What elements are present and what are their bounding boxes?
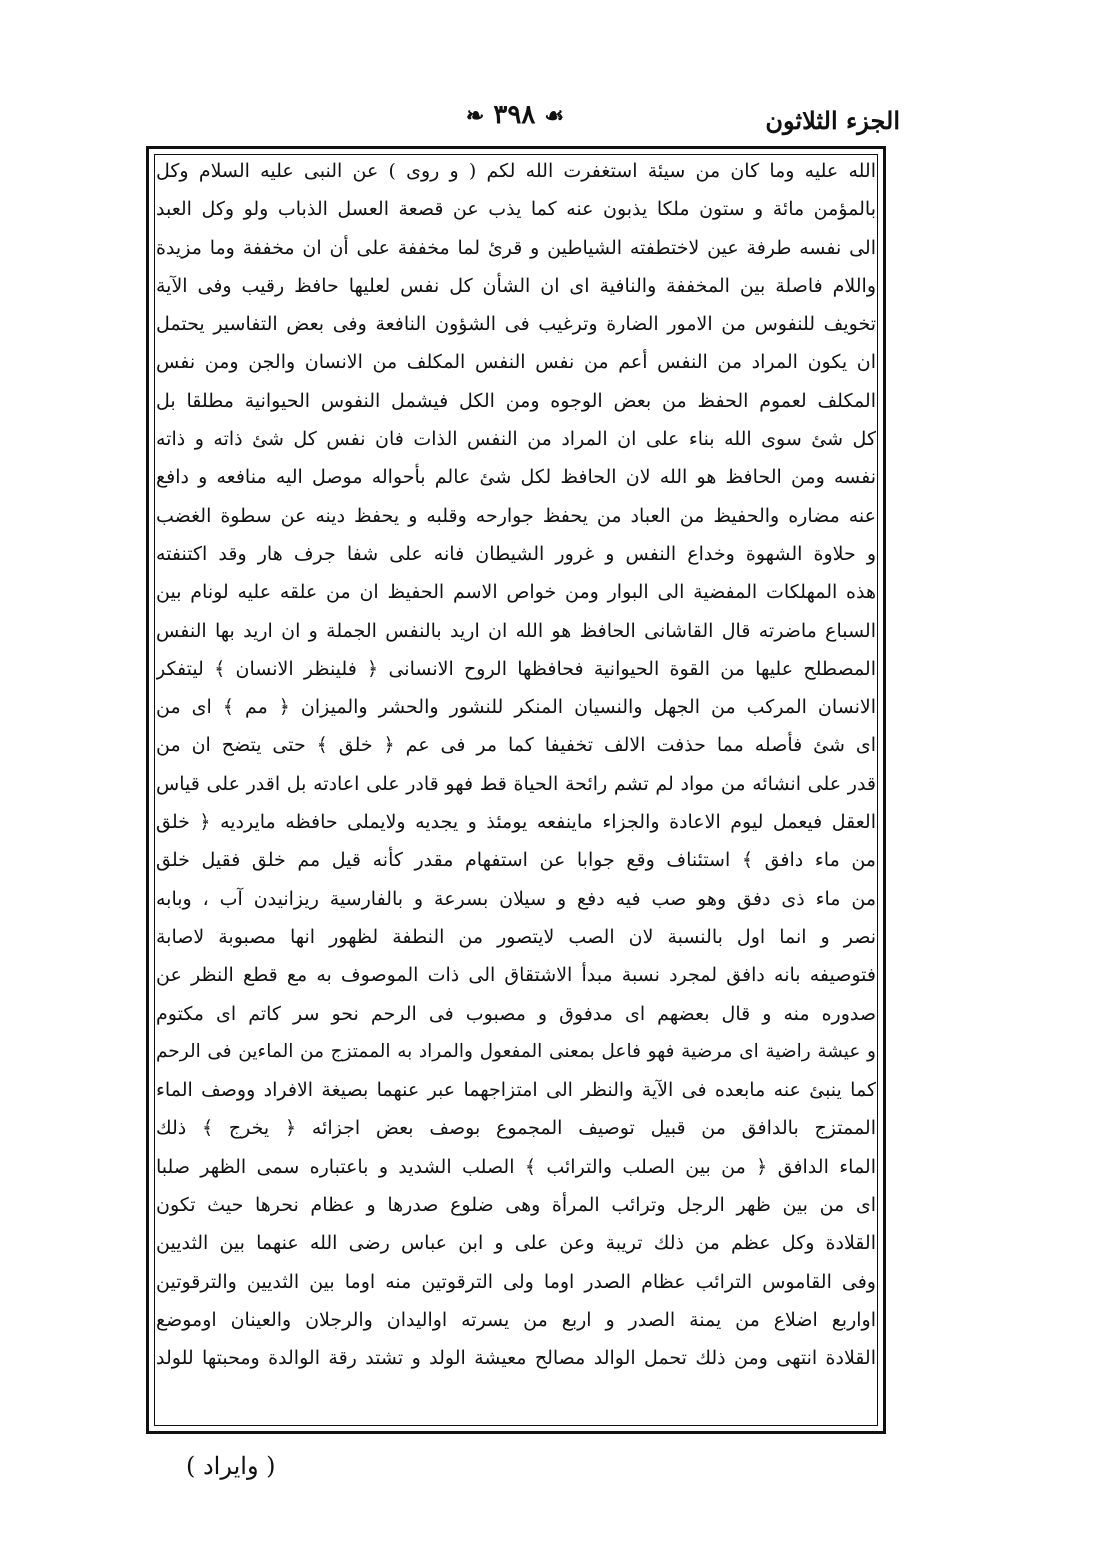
body-line: الله عليه وما كان من سيئة استغفرت الله لكم ( و روى ) عن النبى عليه السلام وكل bbox=[156, 160, 876, 182]
catchword: ( وايراد ) bbox=[186, 1452, 276, 1480]
body-line: بالمؤمن مائة و ستون ملكا يذبون عنه كما يذب عن قصعة العسل الذباب ولو وكل العبد bbox=[156, 198, 876, 221]
body-line: واللام فاصلة بين المخففة والنافية اى ان الشأن كل نفس لعليها حافظ رقيب وفى الآية bbox=[156, 274, 876, 297]
body-line: قدر على انشائه من مواد لم تشم رائحة الحياة قط فهو قادر على اعادته بل اقدر على قياس bbox=[156, 772, 876, 795]
body-line: اواربع اضلاع من يمنة الصدر و اربع من يسرته اواليدان والرجلان والعينان اوموضع bbox=[156, 1308, 876, 1331]
body-line: الى نفسه طرفة عين لاختطفته الشياطين و قرئ لما مخففة على أن ان مخففة وما مزيدة bbox=[156, 236, 876, 259]
body-line: المكلف لعموم الحفظ من بعض الوجوه ومن الكل فيشمل النفوس الحيوانية مطلقا بل bbox=[156, 389, 876, 412]
body-line: نصر و انما اول بالنسبة لان الصب لايتصور من النطفة لظهور انها مصبوبة لاصابة bbox=[156, 925, 876, 948]
body-line: المصطلح عليها من القوة الحيوانية فحافظها الروح الانسانى ﴿ فلينظر الانسان ﴾ ليتفكر bbox=[156, 657, 876, 680]
body-line: القلادة وكل عظم من ذلك تريبة وعن على و ابن عباس رضى الله عنهما بين الثديين bbox=[156, 1232, 876, 1255]
body-line: العقل فيعمل ليوم الاعادة والجزاء ماينفعه يومئذ و يجديه ولايملى حافظه مايرديه ﴿ خلق bbox=[156, 811, 876, 834]
body-line: الممتزج بالدافق من قبيل توصيف المجموع بوصف بعض اجزائه ﴿ يخرج ﴾ ذلك bbox=[156, 1117, 876, 1140]
body-line: اى شئ فأصله مما حذفت الالف تخفيفا كما مر فى عم ﴿ خلق ﴾ حتى يتضح ان من bbox=[156, 734, 876, 757]
body-line: كل شئ سوى الله بناء على ان المراد من النفس الذات فان نفس كل شئ ذاته و ذاته bbox=[156, 428, 876, 451]
body-line: من ماء دافق ﴾ استئناف وقع جوابا عن استفهام مقدر كأنه قيل مم خلق فقيل خلق bbox=[156, 849, 876, 872]
body-line: فتوصيفه بانه دافق لمجرد نسبة مبدأ الاشتقاق الى ذات الموصوف به مع قطع النظر عن bbox=[156, 964, 876, 987]
page-number: ٣٩٨ bbox=[493, 100, 536, 130]
body-line: اى من بين ظهر الرجل وترائب المرأة وهى ضلوع صدرها و عظام نحرها حيث تكون bbox=[156, 1194, 876, 1217]
page-number-group bbox=[440, 100, 590, 130]
body-line: و حلاوة الشهوة وخداع النفس و غرور الشيطان فانه على شفا جرف هار وقد اكتنفته bbox=[156, 542, 876, 565]
body-line: صدوره منه و قال بعضهم اى مدفوق و مصبوب فى الرحم نحو سر كاتم اى مكتوم bbox=[156, 1002, 876, 1025]
body-line: تخويف للنفوس من الامور الضارة وترغيب فى الشؤون النافعة وفى بعض التفاسير يحتمل bbox=[156, 313, 876, 336]
body-line: السباع ماضرته قال القاشانى الحافظ هو الله ان اريد بالنفس الجملة و ان اريد بها النفس bbox=[156, 619, 876, 642]
body-line: ان يكون المراد من النفس أعم من نفس النفس المكلف من الانسان والجن ومن نفس bbox=[156, 351, 876, 374]
body-line: نفسه ومن الحافظ هو الله لان الحافظ لكل شئ عالم بأحواله موصل اليه منافعه و دافع bbox=[156, 466, 876, 489]
body-text bbox=[156, 152, 876, 1378]
body-line: القلادة انتهى ومن ذلك تحمل الوالد مصالح معيشة الولد و تشتد رقة الوالدة ومحبتها للولد bbox=[156, 1347, 876, 1370]
body-line: كما ينبئ عنه مابعده فى الآية والنظر الى امتزاجهما عبر عنهما بصيغة الافراد ووصف الماء bbox=[156, 1079, 876, 1102]
body-line: و عيشة راضية اى مرضية فهو فاعل بمعنى المفعول والمراد به الممتزج من الماءين فى الرحم bbox=[156, 1040, 876, 1062]
ornament-left-icon: ❧ bbox=[465, 103, 485, 129]
body-line: من ماء ذى دفق وهو صب فيه دفع و سيلان بسرعة و بالفارسية ريزانيدن آب ، وبابه bbox=[156, 887, 876, 910]
body-line: الانسان المركب من الجهل والنسيان المنكر للنشور والحشر والميزان ﴿ مم ﴾ اى من bbox=[156, 696, 876, 719]
ornament-right-icon: ☙ bbox=[544, 103, 565, 129]
body-line: وفى القاموس الترائب عظام الصدر اوما ولى الترقوتين منه اوما بين الثديين والترقوتين bbox=[156, 1270, 876, 1293]
body-line: الماء الدافق ﴿ من بين الصلب والترائب ﴾ الصلب الشديد و باعتباره سمى الظهر صلبا bbox=[156, 1155, 876, 1178]
page-header bbox=[140, 92, 900, 142]
body-line: عنه مضاره والحفيظ من العباد من يحفظ جوارحه وقلبه و يحفظ دينه عن سطوة الغضب bbox=[156, 504, 876, 527]
section-name: الجزء الثلاثون bbox=[765, 106, 900, 135]
body-line: هذه المهلكات المفضية الى البوار ومن خواص الاسم الحفيظ ان من علقه عليه لونام بين bbox=[156, 581, 876, 604]
